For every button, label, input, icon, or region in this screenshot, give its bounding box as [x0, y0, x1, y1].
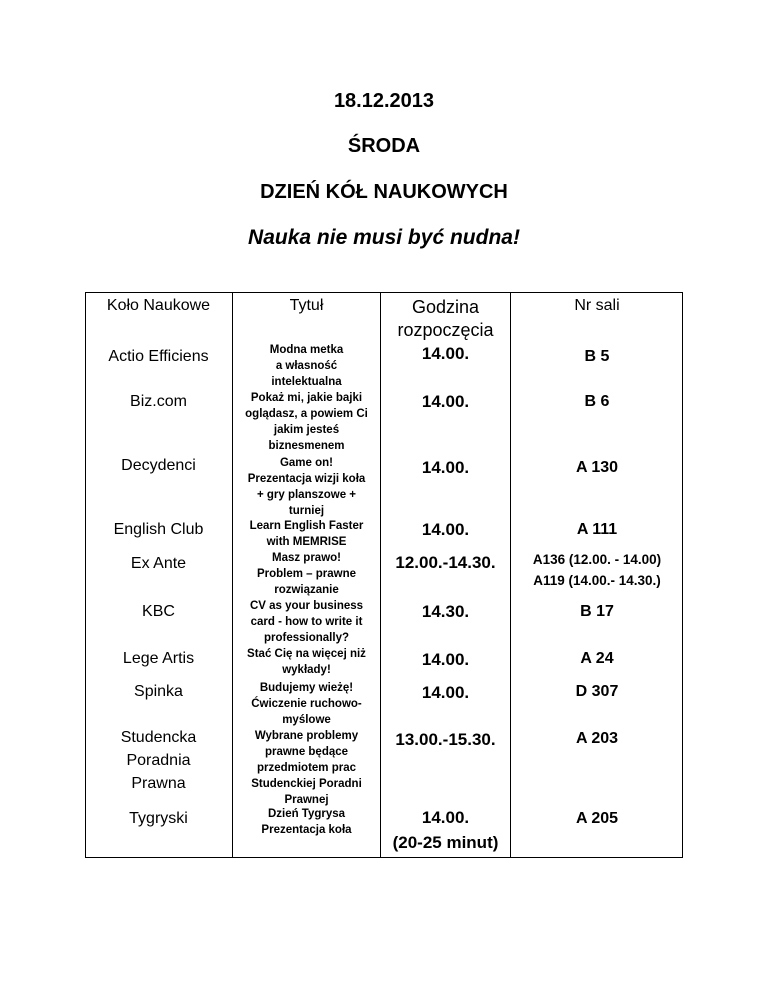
session-title: Budujemy wieżę! — [259, 682, 354, 694]
room-number: B 17 — [580, 603, 614, 620]
session-title: Problem – prawne — [256, 568, 357, 580]
session-title: Masz prawo! — [271, 552, 341, 564]
header-time-line2: rozpoczęcia — [397, 320, 494, 340]
club-name: KBC — [142, 603, 175, 620]
session-title: Game on! — [279, 457, 334, 469]
club-name: Tygryski — [129, 810, 188, 827]
session-title: card - how to write it — [250, 616, 363, 628]
room-number: B 5 — [584, 348, 610, 365]
start-time: 14.00. — [421, 392, 470, 411]
column-divider — [380, 292, 381, 858]
session-title: Ćwiczenie ruchowo- — [251, 698, 362, 710]
session-title: Modna metka — [269, 344, 344, 356]
room-number: A 203 — [575, 730, 619, 747]
club-name: Studencka — [120, 729, 197, 746]
session-title: jakim jesteś — [273, 424, 340, 436]
header-time-line1: Godzina — [411, 297, 480, 317]
session-title: rozwiązanie — [274, 584, 339, 596]
room-number: B 6 — [584, 393, 610, 410]
motto-heading: Nauka nie musi być nudna! — [248, 226, 520, 249]
date-heading: 18.12.2013 — [333, 90, 435, 112]
club-name: Spinka — [134, 683, 183, 700]
session-title: Prezentacja koła — [261, 824, 352, 836]
session-title: Pokaż mi, jakie bajki — [250, 392, 363, 404]
session-title: myślowe — [282, 714, 331, 726]
room-number: D 307 — [575, 683, 619, 700]
session-title: Stać Cię na więcej niż — [247, 648, 366, 660]
session-title: Prezentacja wizji koła — [247, 473, 366, 485]
start-time: 14.30. — [421, 602, 470, 621]
session-title: Wybrane problemy — [254, 730, 359, 742]
event-heading: DZIEŃ KÓŁ NAUKOWYCH — [260, 181, 508, 203]
start-time: 13.00.-15.30. — [395, 730, 496, 749]
club-name: Decydenci — [121, 457, 196, 474]
session-title: Dzień Tygrysa — [267, 808, 346, 820]
club-name: English Club — [113, 521, 204, 538]
club-name: Poradnia — [126, 752, 191, 769]
header-club: Koło Naukowe — [106, 297, 211, 314]
start-time: (20-25 minut) — [392, 833, 499, 852]
room-number: A 111 — [576, 521, 618, 538]
room-number: A 205 — [575, 810, 619, 827]
session-title: wykłady! — [282, 664, 331, 676]
session-title: Learn English Faster — [249, 520, 364, 532]
session-title: professionally? — [264, 632, 349, 644]
session-title: + gry planszowe + — [256, 489, 357, 501]
start-time: 14.00. — [421, 683, 470, 702]
weekday-heading: ŚRODA — [347, 135, 421, 157]
session-title: a własność — [275, 360, 338, 372]
session-title: oglądasz, a powiem Ci — [245, 408, 368, 420]
session-title: CV as your business — [249, 600, 364, 612]
club-name: Actio Efficiens — [108, 348, 209, 365]
start-time: 14.00. — [421, 520, 470, 539]
club-name: Lege Artis — [122, 650, 195, 667]
room-number: A119 (14.00.- 14.30.) — [533, 573, 661, 588]
session-title: intelektualna — [271, 376, 342, 388]
club-name: Ex Ante — [130, 555, 187, 572]
start-time: 14.00. — [421, 650, 470, 669]
header-room: Nr sali — [574, 297, 620, 314]
club-name: Prawna — [131, 775, 186, 792]
start-time: 14.00. — [421, 458, 470, 477]
room-number: A 130 — [575, 459, 619, 476]
start-time: 14.00. — [421, 808, 470, 827]
session-title: Studenckiej Poradni — [251, 778, 362, 790]
room-number: A 24 — [580, 650, 614, 667]
header-title: Tytuł — [289, 297, 324, 314]
start-time: 12.00.-14.30. — [395, 553, 496, 572]
club-name: Biz.com — [130, 393, 187, 410]
start-time: 14.00. — [421, 344, 470, 363]
session-title: prawne będące — [264, 746, 349, 758]
session-title: Prawnej — [284, 794, 329, 806]
room-number: A136 (12.00. - 14.00) — [532, 552, 662, 567]
session-title: with MEMRISE — [266, 536, 347, 548]
session-title: turniej — [288, 505, 325, 517]
session-title: biznesmenem — [268, 440, 345, 452]
session-title: przedmiotem prac — [256, 762, 357, 774]
